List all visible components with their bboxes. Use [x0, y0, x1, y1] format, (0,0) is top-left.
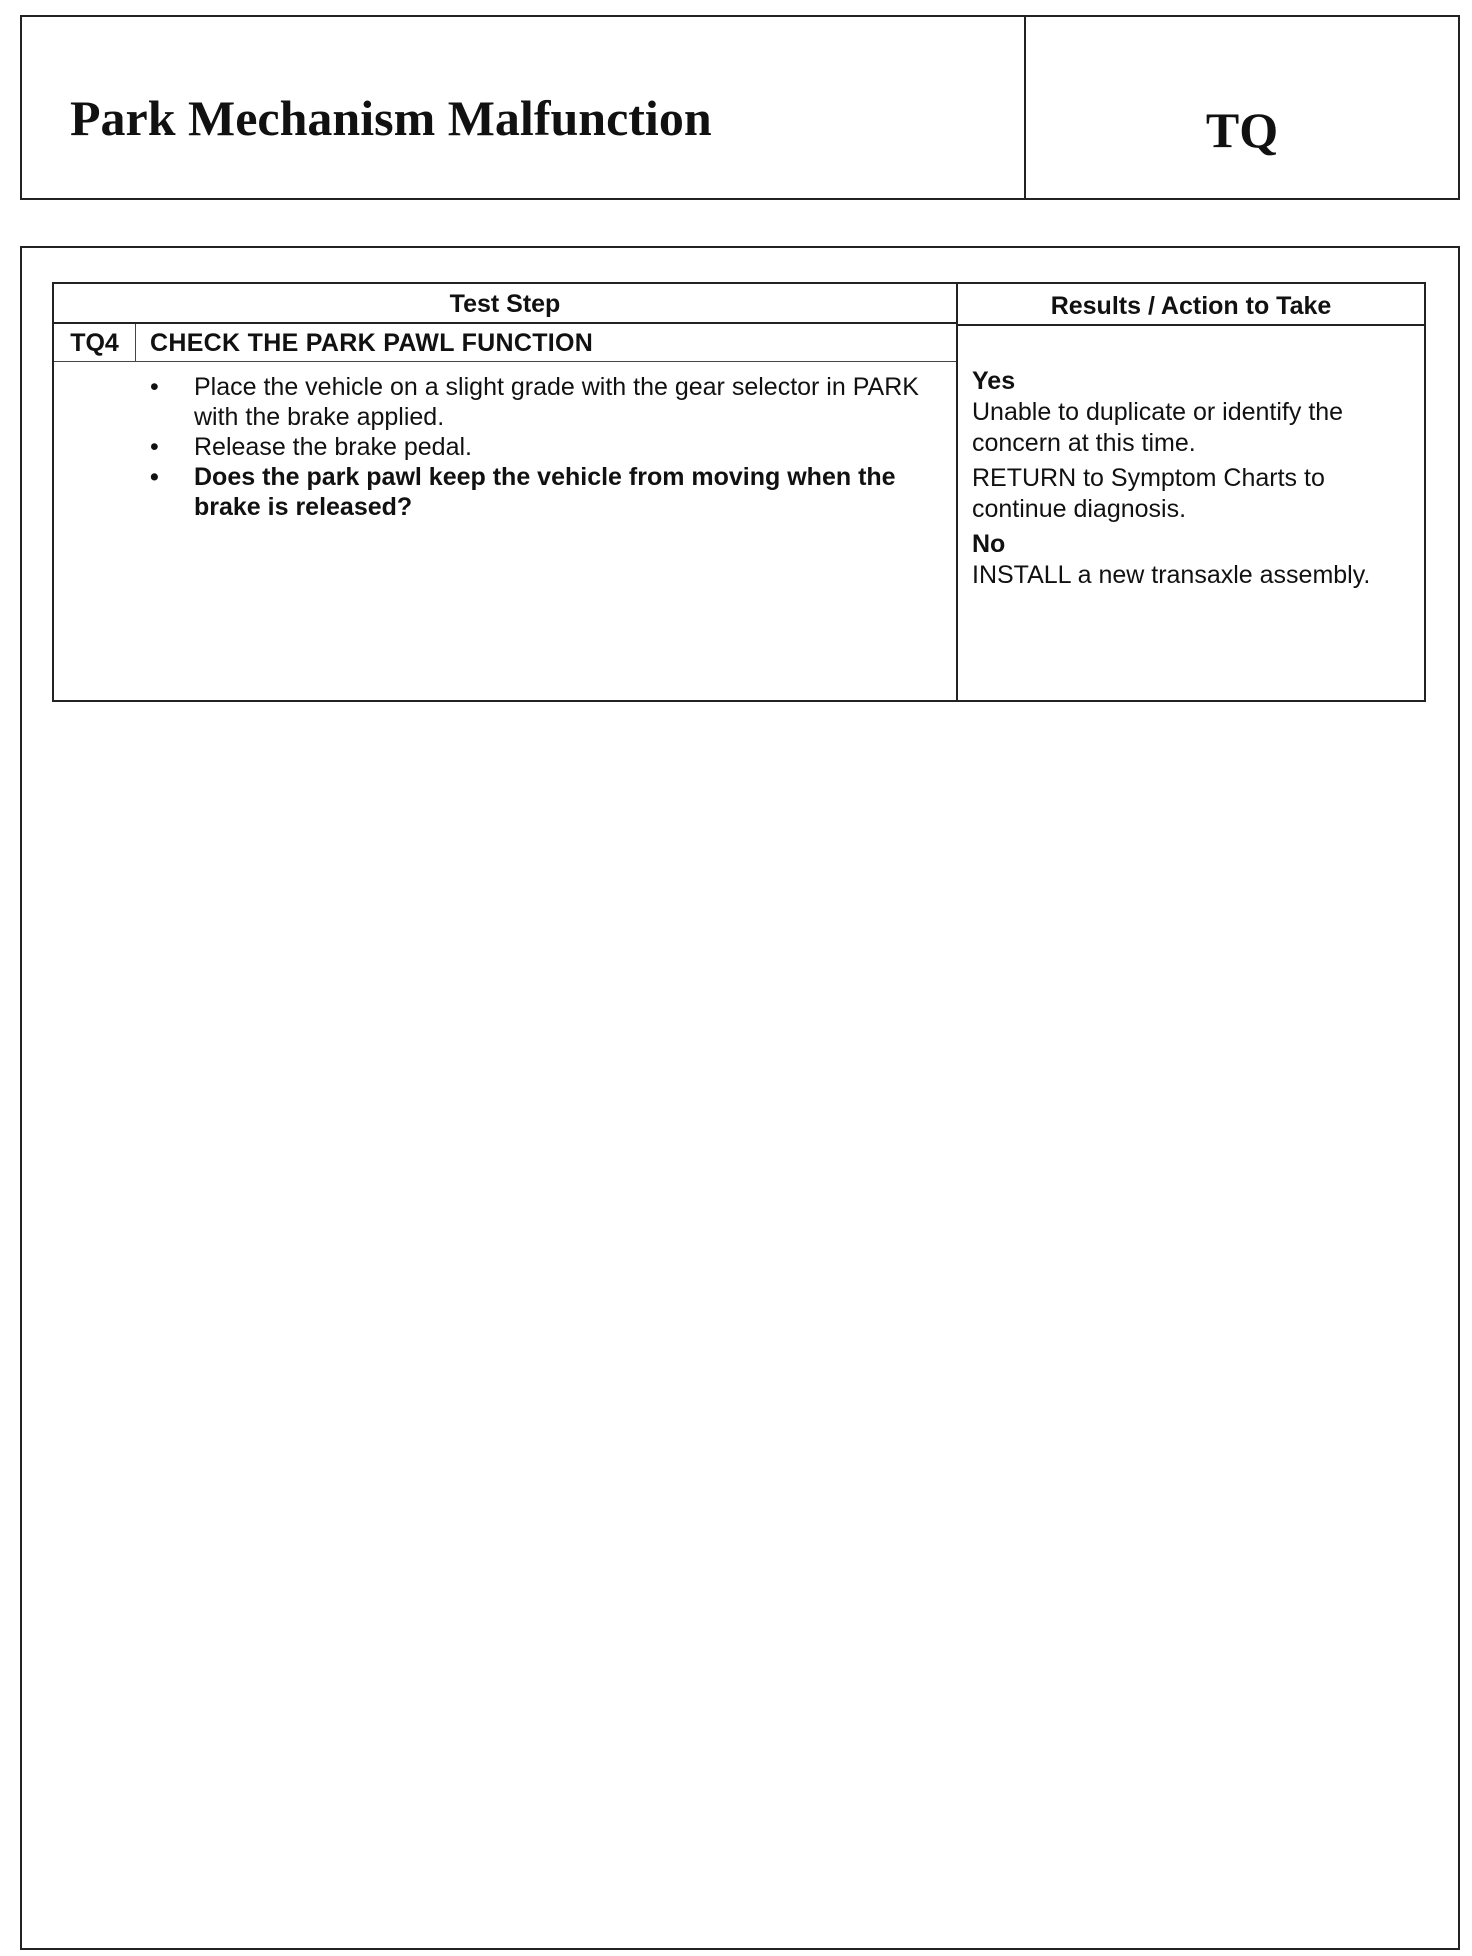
instruction-question: • Does the park pawl keep the vehicle from moving when the brake is released? [150, 462, 926, 522]
yes-action: RETURN to Symptom Charts to continue diagnosis. [972, 464, 1325, 523]
step-row [54, 324, 956, 362]
yes-label: Yes [972, 367, 1016, 395]
test-step-column [54, 284, 958, 700]
section-code: TQ [1205, 102, 1279, 158]
no-action: INSTALL a new transaxle assembly. [972, 561, 1371, 589]
results-header: Results / Action to Take [958, 284, 1424, 326]
page-title: Park Mechanism Malfunction [22, 17, 1026, 198]
test-step-header: Test Step [54, 284, 956, 324]
step-title: CHECK THE PARK PAWL FUNCTION [150, 329, 594, 357]
step-id: TQ4 [54, 324, 136, 361]
instruction-item: • Release the brake pedal. [150, 432, 926, 462]
yes-text: Unable to duplicate or identify the concern at this time. [972, 398, 1344, 457]
step-instructions [54, 362, 956, 522]
page-header [20, 15, 1460, 200]
test-step-table [52, 282, 1426, 702]
no-label: No [972, 530, 1006, 558]
instruction-item: • Place the vehicle on a slight grade with the gear selector in PARK with the brake applied. [150, 372, 926, 432]
results-column [958, 284, 1424, 700]
results-body [958, 326, 1424, 591]
content-frame [20, 246, 1460, 1950]
